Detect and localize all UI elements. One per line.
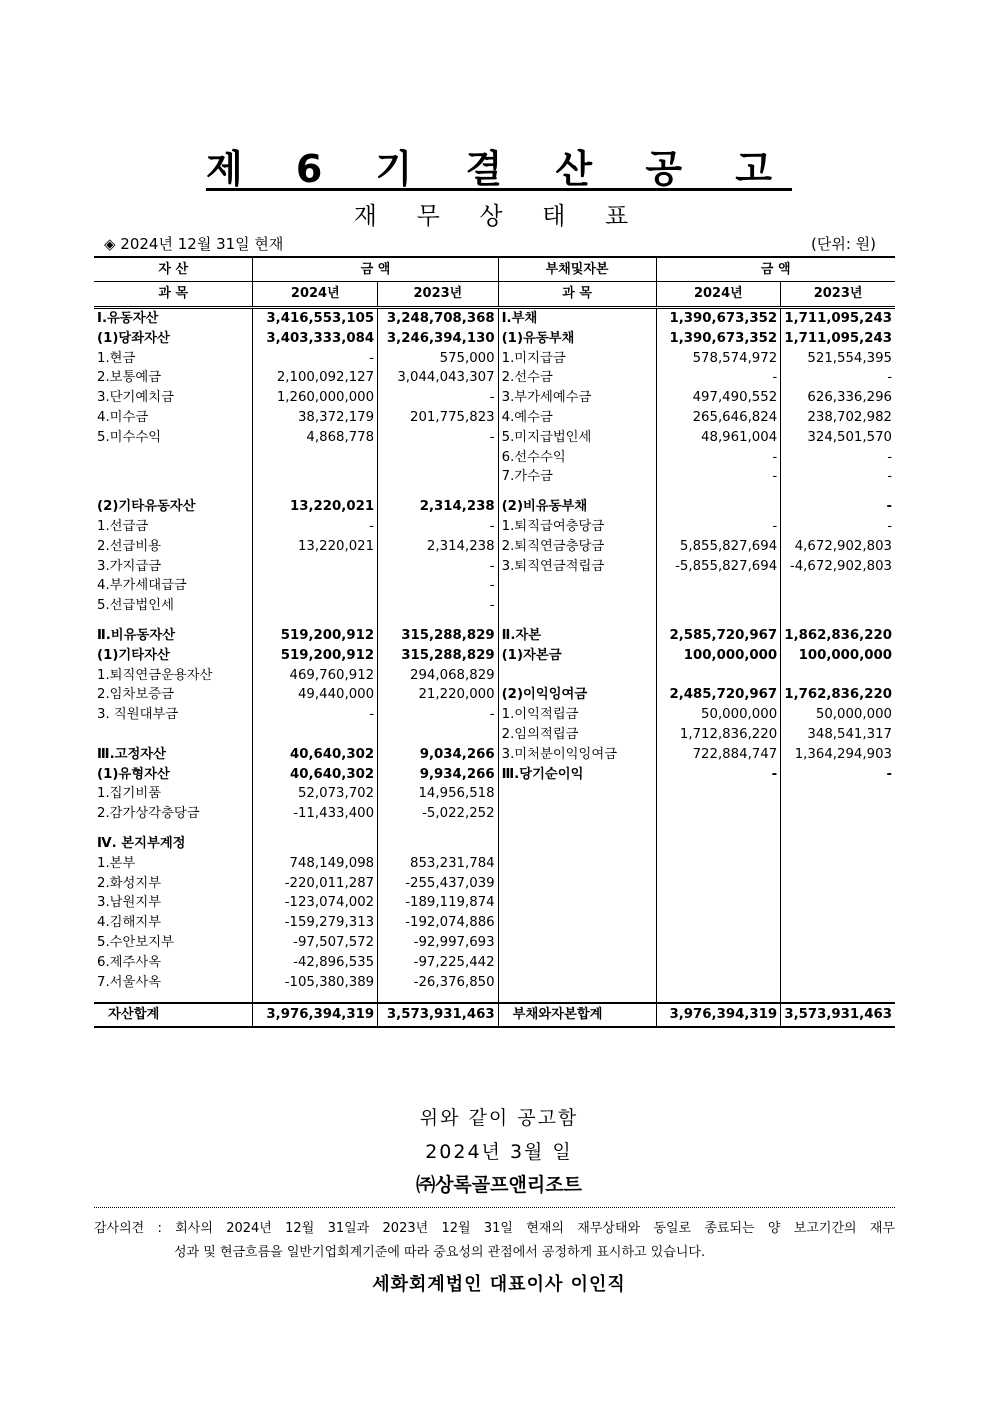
asset-2024: 3,416,553,105 — [253, 308, 378, 329]
liability-2023: 50,000,000 — [781, 705, 895, 725]
spacer-cell — [94, 992, 253, 1003]
spacer-cell — [378, 487, 499, 497]
header-row-top — [94, 257, 895, 282]
spacer-cell — [253, 992, 378, 1003]
liability-2023 — [781, 874, 895, 894]
table-row — [94, 784, 895, 804]
asset-2024: -159,279,313 — [253, 913, 378, 933]
asset-item: 2.화성지부 — [97, 875, 162, 891]
asset-2023: -97,225,442 — [378, 953, 499, 973]
asset-item: (1)유형자산 — [97, 766, 170, 782]
table-row — [94, 913, 895, 933]
liability-2023: 1,711,095,243 — [781, 329, 895, 349]
spacer-cell — [498, 487, 656, 497]
asset-2024: 13,220,021 — [253, 497, 378, 517]
asset-item: 4.김해지부 — [97, 915, 162, 931]
asset-item: 1.본부 — [97, 855, 136, 871]
liability-item — [498, 804, 656, 824]
asset-2023: 201,775,823 — [378, 408, 499, 428]
asset-2024 — [253, 596, 378, 616]
audit-opinion-line2: 성과 및 현금흐름을 일반기업회계기준에 따라 중요성의 관점에서 공정하게 표시하고 있습니다. — [174, 1245, 706, 1260]
asset-2023: - — [378, 428, 499, 448]
liability-2024: 100,000,000 — [656, 646, 781, 666]
liability-2024: - — [656, 448, 781, 468]
asset-item: (1)기타자산 — [97, 647, 170, 663]
liability-2024 — [656, 784, 781, 804]
table-row — [94, 745, 895, 765]
asset-2023 — [378, 834, 499, 854]
liability-2024 — [656, 576, 781, 596]
liability-2024 — [656, 973, 781, 993]
asset-2024 — [253, 834, 378, 854]
table-row — [94, 517, 895, 537]
total-assets-label: 자산합계 — [94, 1003, 253, 1027]
asset-2023: 3,044,043,307 — [378, 368, 499, 388]
spacer-row — [94, 824, 895, 834]
announcement-text: 위와 같이 공고함 — [419, 1107, 579, 1129]
liability-item — [498, 666, 656, 686]
liability-item: 1.퇴직급여충당금 — [498, 517, 656, 537]
table-row — [94, 933, 895, 953]
asset-2023: 21,220,000 — [378, 685, 499, 705]
asset-2023: 9,034,266 — [378, 745, 499, 765]
liability-2023 — [781, 933, 895, 953]
asset-2023: - — [378, 388, 499, 408]
header-amount-right: 금 액 — [656, 257, 895, 282]
asset-2024: 13,220,021 — [253, 537, 378, 557]
liability-2023: 238,702,982 — [781, 408, 895, 428]
liability-2024: 48,961,004 — [656, 428, 781, 448]
balance-sheet-table — [94, 256, 895, 1028]
table-row — [94, 804, 895, 824]
total-row — [94, 1003, 895, 1027]
asset-2023: -92,997,693 — [378, 933, 499, 953]
asset-2024: 519,200,912 — [253, 646, 378, 666]
liability-2023: - — [781, 765, 895, 785]
table-row — [94, 685, 895, 705]
asset-item: 2.보통예금 — [97, 370, 162, 386]
table-row — [94, 874, 895, 894]
asset-item: (2)기타유동자산 — [97, 499, 196, 515]
asset-item: 1.집기비품 — [97, 786, 162, 802]
asset-2023: 3,246,394,130 — [378, 329, 499, 349]
asset-2023: 575,000 — [378, 349, 499, 369]
asset-item: 7.서울사옥 — [97, 974, 162, 990]
asset-2024: -42,896,535 — [253, 953, 378, 973]
currency-unit: (단위: 원) — [811, 235, 876, 253]
spacer-row — [94, 616, 895, 626]
table-row — [94, 973, 895, 993]
asset-item: (1)당좌자산 — [97, 330, 170, 346]
liability-item: Ⅲ.당기순이익 — [498, 765, 656, 785]
asset-2023: -192,074,886 — [378, 913, 499, 933]
table-row — [94, 646, 895, 666]
table-row — [94, 388, 895, 408]
liability-2023 — [781, 973, 895, 993]
asset-item: 2.감가상각충당금 — [97, 806, 200, 822]
table-row — [94, 448, 895, 468]
total-liab-equity-label: 부채와자본합계 — [498, 1003, 656, 1027]
asset-2023: - — [378, 576, 499, 596]
liability-2024 — [656, 666, 781, 686]
asset-2024: -123,074,002 — [253, 893, 378, 913]
liability-2023 — [781, 854, 895, 874]
spacer-cell — [781, 616, 895, 626]
header-item-left: 과 목 — [94, 282, 253, 308]
liability-2024 — [656, 834, 781, 854]
liability-2024: 1,390,673,352 — [656, 308, 781, 329]
asset-2023: -255,437,039 — [378, 874, 499, 894]
spacer-cell — [378, 824, 499, 834]
liability-2024 — [656, 497, 781, 517]
liability-2023: 1,762,836,220 — [781, 685, 895, 705]
liability-2023 — [781, 666, 895, 686]
liability-2024: 1,390,673,352 — [656, 329, 781, 349]
liability-2024: 722,884,747 — [656, 745, 781, 765]
asset-2023: - — [378, 596, 499, 616]
liability-item: 2.임의적립금 — [498, 725, 656, 745]
liability-2024: 5,855,827,694 — [656, 537, 781, 557]
spacer-row — [94, 992, 895, 1003]
asset-2024: 52,073,702 — [253, 784, 378, 804]
table-row — [94, 497, 895, 517]
liability-2023 — [781, 784, 895, 804]
announcement-date: 2024년 3월 일 — [425, 1141, 573, 1163]
table-row — [94, 953, 895, 973]
liability-2023: 4,672,902,803 — [781, 537, 895, 557]
asset-item: Ⅲ.고정자산 — [97, 746, 166, 762]
asset-2024 — [253, 725, 378, 745]
total-liab-equity-2023: 3,573,931,463 — [781, 1003, 895, 1027]
asset-item: 3.남원지부 — [97, 895, 162, 911]
asset-2024: 38,372,179 — [253, 408, 378, 428]
asset-2024: 49,440,000 — [253, 685, 378, 705]
asset-2023: 3,248,708,368 — [378, 308, 499, 329]
table-row — [94, 349, 895, 369]
liability-item — [498, 913, 656, 933]
liability-2023: - — [781, 467, 895, 487]
header-liabilities-equity: 부채및자본 — [498, 257, 656, 282]
liability-2023: - — [781, 497, 895, 517]
asset-2023: -5,022,252 — [378, 804, 499, 824]
liability-item: 6.선수수익 — [498, 448, 656, 468]
liability-item: Ⅰ.부채 — [498, 308, 656, 329]
liability-item: 1.미지급금 — [498, 349, 656, 369]
asset-item: Ⅳ. 본지부계정 — [97, 835, 186, 851]
liability-2024: 50,000,000 — [656, 705, 781, 725]
asset-item: 5.미수수익 — [97, 429, 162, 445]
liability-item — [498, 576, 656, 596]
asset-item — [94, 448, 253, 468]
liability-item — [498, 854, 656, 874]
liability-2023 — [781, 953, 895, 973]
asset-item: 3. 직원대부금 — [97, 707, 179, 723]
liability-2023: - — [781, 368, 895, 388]
asset-2024 — [253, 576, 378, 596]
table-row — [94, 428, 895, 448]
audit-opinion-line1: 감사의견 : 회사의 2024년 12월 31일과 2023년 12월 31일 현재의 재무상태와 동일로 종료되는 양 보고기간의 재무 — [94, 1221, 895, 1236]
spacer-cell — [498, 992, 656, 1003]
total-liab-equity-2024: 3,976,394,319 — [656, 1003, 781, 1027]
liability-item: (2)비유동부채 — [498, 497, 656, 517]
spacer-cell — [253, 824, 378, 834]
asset-2024: 40,640,302 — [253, 745, 378, 765]
spacer-cell — [656, 992, 781, 1003]
liability-item: 3.퇴직연금적립금 — [498, 557, 656, 577]
liability-item: 4.예수금 — [498, 408, 656, 428]
spacer-cell — [94, 824, 253, 834]
liability-item — [498, 834, 656, 854]
spacer-cell — [378, 616, 499, 626]
liability-item: 1.이익적립금 — [498, 705, 656, 725]
liability-item: 2.선수금 — [498, 368, 656, 388]
spacer-cell — [498, 616, 656, 626]
asset-item: 1.선급금 — [97, 518, 149, 534]
asset-item: 5.수안보지부 — [97, 934, 174, 950]
asset-2024: 4,868,778 — [253, 428, 378, 448]
asset-2024: - — [253, 517, 378, 537]
asset-item — [94, 467, 253, 487]
audit-opinion — [94, 1217, 895, 1265]
table-row — [94, 557, 895, 577]
asset-2024: -220,011,287 — [253, 874, 378, 894]
asset-item: 4.부가세대급금 — [97, 578, 187, 594]
total-assets-2023: 3,573,931,463 — [378, 1003, 499, 1027]
header-2023-right: 2023년 — [781, 282, 895, 308]
asset-item: 2.임차보증금 — [97, 687, 174, 703]
asset-2024 — [253, 467, 378, 487]
liability-2023: 324,501,570 — [781, 428, 895, 448]
asset-item: 1.퇴직연금운용자산 — [97, 667, 213, 683]
table-row — [94, 725, 895, 745]
asset-item: 6.제주사옥 — [97, 954, 162, 970]
asset-2023: 315,288,829 — [378, 646, 499, 666]
table-row — [94, 596, 895, 616]
asset-2024: -11,433,400 — [253, 804, 378, 824]
liability-2023 — [781, 804, 895, 824]
liability-2024: 497,490,552 — [656, 388, 781, 408]
liability-2024 — [656, 933, 781, 953]
spacer-cell — [781, 992, 895, 1003]
asset-item: 1.현금 — [97, 350, 136, 366]
asset-2024: - — [253, 705, 378, 725]
liability-2024: -5,855,827,694 — [656, 557, 781, 577]
liability-2024: - — [656, 765, 781, 785]
liability-2024 — [656, 874, 781, 894]
liability-2024 — [656, 854, 781, 874]
liability-item — [498, 874, 656, 894]
liability-2023 — [781, 596, 895, 616]
spacer-row — [94, 487, 895, 497]
spacer-cell — [253, 487, 378, 497]
table-row — [94, 537, 895, 557]
asset-2024: 3,403,333,084 — [253, 329, 378, 349]
table-row — [94, 854, 895, 874]
asset-2023: 2,314,238 — [378, 497, 499, 517]
asset-2024: -97,507,572 — [253, 933, 378, 953]
header-assets: 자 산 — [94, 257, 253, 282]
liability-2024: 1,712,836,220 — [656, 725, 781, 745]
liability-item: (2)이익잉여금 — [498, 685, 656, 705]
liability-2023 — [781, 576, 895, 596]
table-row — [94, 576, 895, 596]
liability-2024: 265,646,824 — [656, 408, 781, 428]
asset-item: Ⅰ.유동자산 — [97, 311, 159, 326]
asset-item: 4.미수금 — [97, 409, 149, 425]
asset-2024: 519,200,912 — [253, 626, 378, 646]
asset-item: 3.가지급금 — [97, 558, 162, 574]
spacer-cell — [656, 616, 781, 626]
liability-item — [498, 953, 656, 973]
liability-2023: 100,000,000 — [781, 646, 895, 666]
header-2023-left: 2023년 — [378, 282, 499, 308]
table-row — [94, 705, 895, 725]
auditor-signature: 세화회계법인 대표이사 이인직 — [372, 1274, 626, 1295]
liability-2024 — [656, 893, 781, 913]
liability-item: 3.부가세예수금 — [498, 388, 656, 408]
table-row — [94, 666, 895, 686]
spacer-cell — [498, 824, 656, 834]
liability-item — [498, 784, 656, 804]
spacer-cell — [378, 992, 499, 1003]
liability-2023 — [781, 834, 895, 854]
liability-item: 2.퇴직연금충당금 — [498, 537, 656, 557]
asset-2023: 853,231,784 — [378, 854, 499, 874]
liability-2024 — [656, 596, 781, 616]
liability-2023: 348,541,317 — [781, 725, 895, 745]
asset-item — [94, 725, 253, 745]
liability-2024 — [656, 953, 781, 973]
liability-item: 7.가수금 — [498, 467, 656, 487]
liability-item — [498, 973, 656, 993]
liability-2024: 578,574,972 — [656, 349, 781, 369]
asset-2024: 748,149,098 — [253, 854, 378, 874]
liability-2023: - — [781, 517, 895, 537]
liability-item: 3.미처분이익잉여금 — [498, 745, 656, 765]
asset-2023: - — [378, 557, 499, 577]
table-row — [94, 467, 895, 487]
spacer-cell — [656, 487, 781, 497]
liability-2024: - — [656, 368, 781, 388]
asset-item: 3.단기예치금 — [97, 390, 174, 406]
report-title: 제 6 기 결 산 공 고 — [205, 147, 793, 191]
company-name: ㈜상록골프앤리조트 — [416, 1174, 582, 1196]
asset-2023 — [378, 725, 499, 745]
header-row-bottom — [94, 282, 895, 308]
report-subtitle: 재 무 상 태 표 — [353, 202, 645, 230]
total-assets-2024: 3,976,394,319 — [253, 1003, 378, 1027]
asset-2024: -105,380,389 — [253, 973, 378, 993]
asset-2023: -26,376,850 — [378, 973, 499, 993]
asset-item: 2.선급비용 — [97, 538, 162, 554]
header-2024-left: 2024년 — [253, 282, 378, 308]
asset-2023 — [378, 448, 499, 468]
spacer-cell — [253, 616, 378, 626]
liability-2023: -4,672,902,803 — [781, 557, 895, 577]
liability-2023: 521,554,395 — [781, 349, 895, 369]
asset-2024 — [253, 448, 378, 468]
asset-2024: 1,260,000,000 — [253, 388, 378, 408]
liability-item — [498, 596, 656, 616]
asset-2024: 469,760,912 — [253, 666, 378, 686]
asset-2023: - — [378, 705, 499, 725]
liability-item: (1)유동부채 — [498, 329, 656, 349]
liability-item — [498, 893, 656, 913]
liability-2023 — [781, 913, 895, 933]
liability-item: (1)자본금 — [498, 646, 656, 666]
liability-item — [498, 933, 656, 953]
asset-2023: -189,119,874 — [378, 893, 499, 913]
liability-item: 5.미지급법인세 — [498, 428, 656, 448]
asset-2023: 315,288,829 — [378, 626, 499, 646]
table-row — [94, 329, 895, 349]
table-row — [94, 308, 895, 329]
dotted-divider — [94, 1207, 895, 1208]
spacer-cell — [94, 616, 253, 626]
header-amount-left: 금 액 — [253, 257, 498, 282]
liability-2024: - — [656, 467, 781, 487]
spacer-cell — [94, 487, 253, 497]
asset-2023: - — [378, 517, 499, 537]
asset-item: Ⅱ.비유동자산 — [97, 627, 176, 643]
table-row — [94, 765, 895, 785]
asset-2023: 2,314,238 — [378, 537, 499, 557]
balance-sheet-body — [94, 308, 895, 1004]
liability-item: Ⅱ.자본 — [498, 626, 656, 646]
liability-2023: 626,336,296 — [781, 388, 895, 408]
asset-2024: 40,640,302 — [253, 765, 378, 785]
asset-item: 5.선급법인세 — [97, 598, 174, 614]
spacer-cell — [781, 487, 895, 497]
liability-2024 — [656, 804, 781, 824]
liability-2024: 2,485,720,967 — [656, 685, 781, 705]
liability-2023 — [781, 893, 895, 913]
header-item-right: 과 목 — [498, 282, 656, 308]
liability-2023: 1,711,095,243 — [781, 308, 895, 329]
liability-2024 — [656, 913, 781, 933]
spacer-cell — [781, 824, 895, 834]
asset-2023: 14,956,518 — [378, 784, 499, 804]
table-row — [94, 626, 895, 646]
asset-2023: 294,068,829 — [378, 666, 499, 686]
asset-2024 — [253, 557, 378, 577]
spacer-cell — [656, 824, 781, 834]
asset-2023 — [378, 467, 499, 487]
asset-2023: 9,934,266 — [378, 765, 499, 785]
liability-2023: - — [781, 448, 895, 468]
liability-2024: 2,585,720,967 — [656, 626, 781, 646]
liability-2023: 1,364,294,903 — [781, 745, 895, 765]
asset-2024: 2,100,092,127 — [253, 368, 378, 388]
as-of-date: ◈ 2024년 12월 31일 현재 — [104, 235, 284, 253]
table-row — [94, 893, 895, 913]
liability-2024: - — [656, 517, 781, 537]
table-row — [94, 834, 895, 854]
asset-2024: - — [253, 349, 378, 369]
table-row — [94, 368, 895, 388]
table-row — [94, 408, 895, 428]
liability-2023: 1,862,836,220 — [781, 626, 895, 646]
header-2024-right: 2024년 — [656, 282, 781, 308]
